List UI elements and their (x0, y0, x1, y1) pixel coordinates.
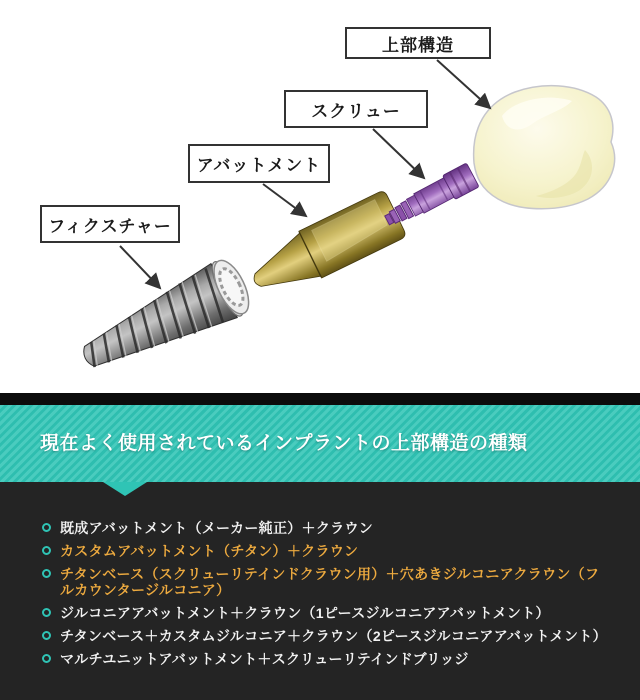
part-label-fixture (40, 205, 180, 243)
list-item-text: ジルコニアアバットメント＋クラウン（1ピースジルコニアアバットメント） (60, 605, 550, 621)
circle-bullet-icon (42, 608, 51, 617)
crown-illustration (474, 86, 615, 209)
list-item-text: マルチユニットアバットメント＋スクリューリテインドブリッジ (60, 651, 469, 667)
list-item (42, 605, 606, 621)
list-item (42, 543, 606, 559)
abutment-illustration (243, 190, 407, 305)
part-label-fixture-text: フィクスチャー (48, 216, 172, 236)
part-label-screw (284, 90, 428, 128)
superstructure-types-list (42, 520, 606, 667)
part-label-superstructure-text: 上部構造 (382, 35, 454, 55)
screw-illustration (381, 163, 479, 232)
part-label-screw-text: スクリュー (311, 101, 401, 121)
banner-title: 現在よく使用されているインプラントの上部構造の種類 (40, 433, 528, 454)
circle-bullet-icon (42, 631, 51, 640)
part-label-abutment-text: アバットメント (196, 156, 322, 175)
circle-bullet-icon (42, 523, 51, 532)
section-banner (0, 405, 640, 482)
list-item-text: 既成アバットメント（メーカー純正）＋クラウン (60, 520, 374, 536)
part-label-abutment (188, 144, 330, 183)
list-item (42, 651, 606, 667)
circle-bullet-icon (42, 546, 51, 555)
circle-bullet-icon (42, 654, 51, 663)
list-item-text: カスタムアバットメント（チタン）＋クラウン (60, 543, 359, 559)
list-item-text: チタンベース＋カスタムジルコニア＋クラウン（2ピースジルコニアアバットメント） (60, 628, 607, 644)
circle-bullet-icon (42, 569, 51, 578)
list-item (42, 628, 606, 644)
part-label-superstructure (345, 27, 491, 59)
list-item-text: チタンベース（スクリューリテインドクラウン用）＋穴あきジルコニアクラウン（フルカウンタージルコニア） (60, 566, 600, 598)
section-divider (0, 393, 640, 405)
list-item (42, 566, 606, 598)
fixture-illustration (72, 254, 256, 385)
superstructure-types-section (0, 482, 640, 700)
list-item (42, 520, 606, 536)
banner-notch-icon (103, 482, 147, 496)
